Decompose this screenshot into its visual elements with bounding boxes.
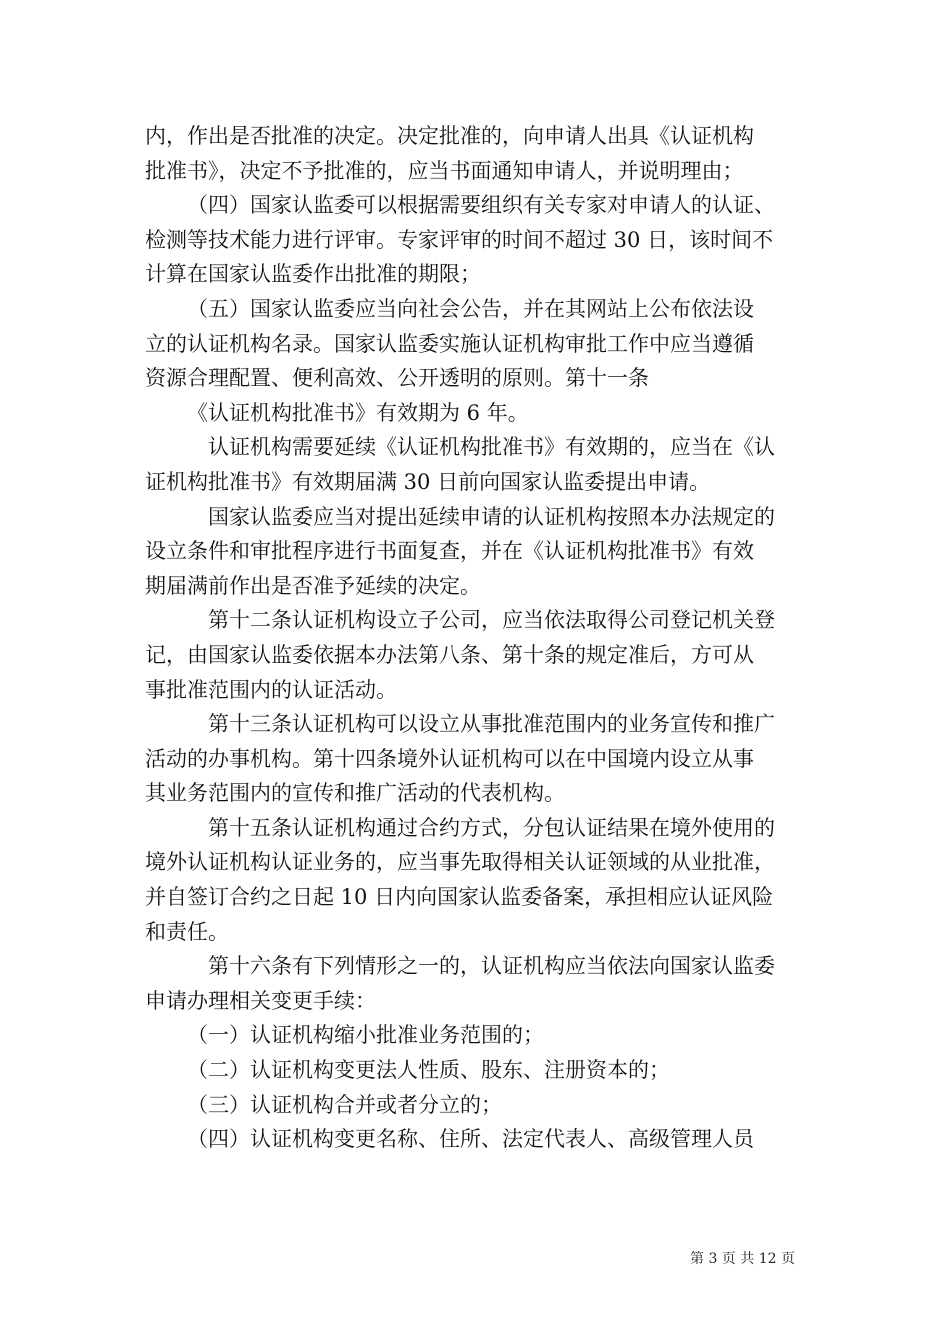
text-line: 第十二条认证机构设立子公司，应当依法取得公司登记机关登: [208, 608, 775, 633]
text-line: 境外认证机构认证业务的，应当事先取得相关认证领域的从业批准，: [145, 850, 775, 875]
text-line: （三）认证机构合并或者分立的；: [187, 1092, 502, 1117]
page-number: 第 3 页 共 12 页: [690, 1251, 795, 1267]
text-line: 资源合理配置、便利高效、公开透明的原则。第十一条: [145, 366, 649, 391]
text-line: 证机构批准书》有效期届满 30 日前向国家认监委提出申请。: [145, 469, 711, 494]
text-line: 国家认监委应当对提出延续申请的认证机构按照本办法规定的: [208, 504, 775, 529]
text-line: 批准书》，决定不予批准的，应当书面通知申请人，并说明理由；: [145, 158, 744, 183]
text-line: （五）国家认监委应当向社会公告，并在其网站上公布依法设: [187, 296, 754, 321]
text-line: 活动的办事机构。第十四条境外认证机构可以在中国境内设立从事: [145, 746, 754, 771]
text-line: 和责任。: [145, 919, 229, 944]
text-line: 第十三条认证机构可以设立从事批准范围内的业务宣传和推广: [208, 712, 775, 737]
text-line: 记，由国家认监委依据本办法第八条、第十条的规定准后，方可从: [145, 642, 754, 667]
text-line: 《认证机构批准书》有效期为 6 年。: [187, 400, 529, 425]
text-line: 检测等技术能力进行评审。专家评审的时间不超过 30 日，该时间不: [145, 227, 774, 252]
text-line: 认证机构需要延续《认证机构批准书》有效期的，应当在《认: [208, 435, 775, 460]
text-line: 第十五条认证机构通过合约方式，分包认证结果在境外使用的: [208, 815, 775, 840]
text-line: 立的认证机构名录。国家认监委实施认证机构审批工作中应当遵循: [145, 331, 754, 356]
text-line: （四）国家认监委可以根据需要组织有关专家对申请人的认证、: [187, 193, 775, 218]
text-line: 计算在国家认监委作出批准的期限；: [145, 262, 481, 287]
text-line: 其业务范围内的宣传和推广活动的代表机构。: [145, 781, 565, 806]
text-line: 并自签订合约之日起 10 日内向国家认监委备案，承担相应认证风险: [145, 885, 774, 910]
document-body: [145, 119, 810, 1157]
text-line: 内，作出是否批准的决定。决定批准的，向申请人出具《认证机构: [145, 124, 754, 148]
text-line: 申请办理相关变更手续：: [145, 988, 376, 1013]
text-line: 第十六条有下列情形之一的，认证机构应当依法向国家认监委: [208, 954, 775, 979]
text-line: 设立条件和审批程序进行书面复查，并在《认证机构批准书》有效: [145, 539, 754, 564]
text-line: （一）认证机构缩小批准业务范围的；: [187, 1023, 544, 1048]
text-line: （二）认证机构变更法人性质、股东、注册资本的；: [187, 1058, 670, 1083]
text-line: （四）认证机构变更名称、住所、法定代表人、高级管理人员: [187, 1127, 754, 1152]
text-line: 期届满前作出是否准予延续的决定。: [145, 573, 481, 598]
text-line: 事批准范围内的认证活动。: [145, 677, 397, 702]
